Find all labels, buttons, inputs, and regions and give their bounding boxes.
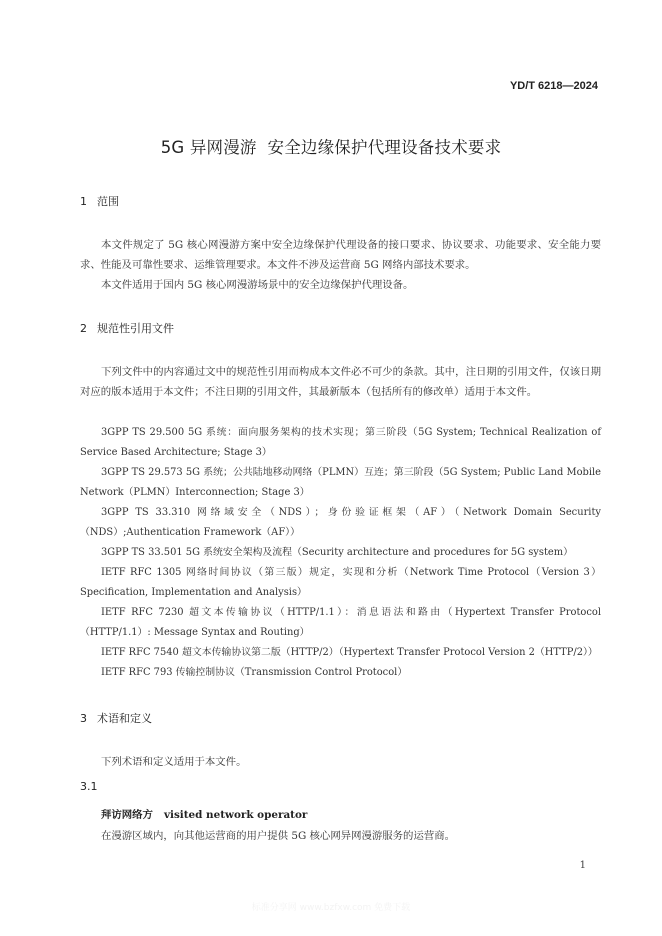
scope-applicability-paragraph: 本文件适用于国内 5G 核心网漫游场景中的安全边缘保护代理设备。 <box>101 279 414 291</box>
section-number: 3 <box>80 712 87 725</box>
standard-id: YD/T 6218—2024 <box>509 80 598 92</box>
reference-item: IETF RFC 793 传输控制协议（Transmission Control Protocol） <box>101 667 408 678</box>
section-heading-scope <box>80 193 119 209</box>
section-heading-normative-references <box>80 320 174 336</box>
section-title: 范围 <box>97 195 119 208</box>
reference-item: 3GPP TS 33.501 5G 系统安全架构及流程（Security architecture and procedures for 5G system） <box>101 547 573 558</box>
term-definition: 在漫游区域内，向其他运营商的用户提供 5G 核心网异网漫游服务的运营商。 <box>101 830 456 842</box>
watermark: 标准分享网 www.bzfxw.com 免费下载 <box>251 903 411 913</box>
reference-item: IETF RFC 7230 超文本传输协议（HTTP/1.1）：消息语法和路由（Hypertext Transfer Protocol（HTTP/1.1）: Message Syntax and Routing） <box>80 607 601 639</box>
term-english: visited network operator <box>163 809 308 821</box>
terms-intro-paragraph: 下列术语和定义适用于本文件。 <box>101 756 247 768</box>
reference-item: IETF RFC 1305 网络时间协议（第三版）规定，实现和分析（Network Time Protocol（Version 3）Specification, Implementation and Analysis） <box>80 567 601 599</box>
section-title: 规范性引用文件 <box>97 322 174 335</box>
term-entry <box>101 806 307 821</box>
scope-paragraph: 本文件规定了 5G 核心网漫游方案中安全边缘保护代理设备的接口要求、协议要求、功能要求、安全能力要求、性能及可靠性要求、运维管理要求。本文件不涉及运营商 5G 网络内部技术要求。 <box>80 239 601 272</box>
term-chinese: 拜访网络方 <box>101 809 153 821</box>
references-intro-paragraph: 下列文件中的内容通过文中的规范性引用而构成本文件必不可少的条款。其中，注日期的引用文件，仅该日期对应的版本适用于本文件；不注日期的引用文件，其最新版本（包括所有的修改单）适用于本文件。 <box>80 366 601 399</box>
document-title: 5G 异网漫游 安全边缘保护代理设备技术要求 <box>160 138 502 157</box>
reference-item: 3GPP TS 33.310 网络域安全（NDS）；身份验证框架（AF）（Network Domain Security（NDS）;Authentication Framework（AF）） <box>80 507 601 539</box>
reference-item: IETF RFC 7540 超文本传输协议第二版（HTTP/2）（Hypertext Transfer Protocol Version 2（HTTP/2）） <box>101 647 598 658</box>
reference-item: 3GPP TS 29.500 5G 系统：面向服务架构的技术实现；第三阶段（5G System; Technical Realization of Service Based Architecture; Stage 3） <box>80 427 601 459</box>
section-title: 术语和定义 <box>97 712 152 725</box>
section-heading-terms <box>80 710 152 726</box>
page-number: 1 <box>579 860 586 871</box>
reference-item: 3GPP TS 29.573 5G 系统；公共陆地移动网络（PLMN）互连；第三阶段（5G System; Public Land Mobile Network（PLMN）Interconnection; Stage 3） <box>80 467 601 499</box>
section-number: 2 <box>80 322 87 335</box>
clause-number: 3.1 <box>80 780 98 793</box>
section-number: 1 <box>80 195 87 208</box>
